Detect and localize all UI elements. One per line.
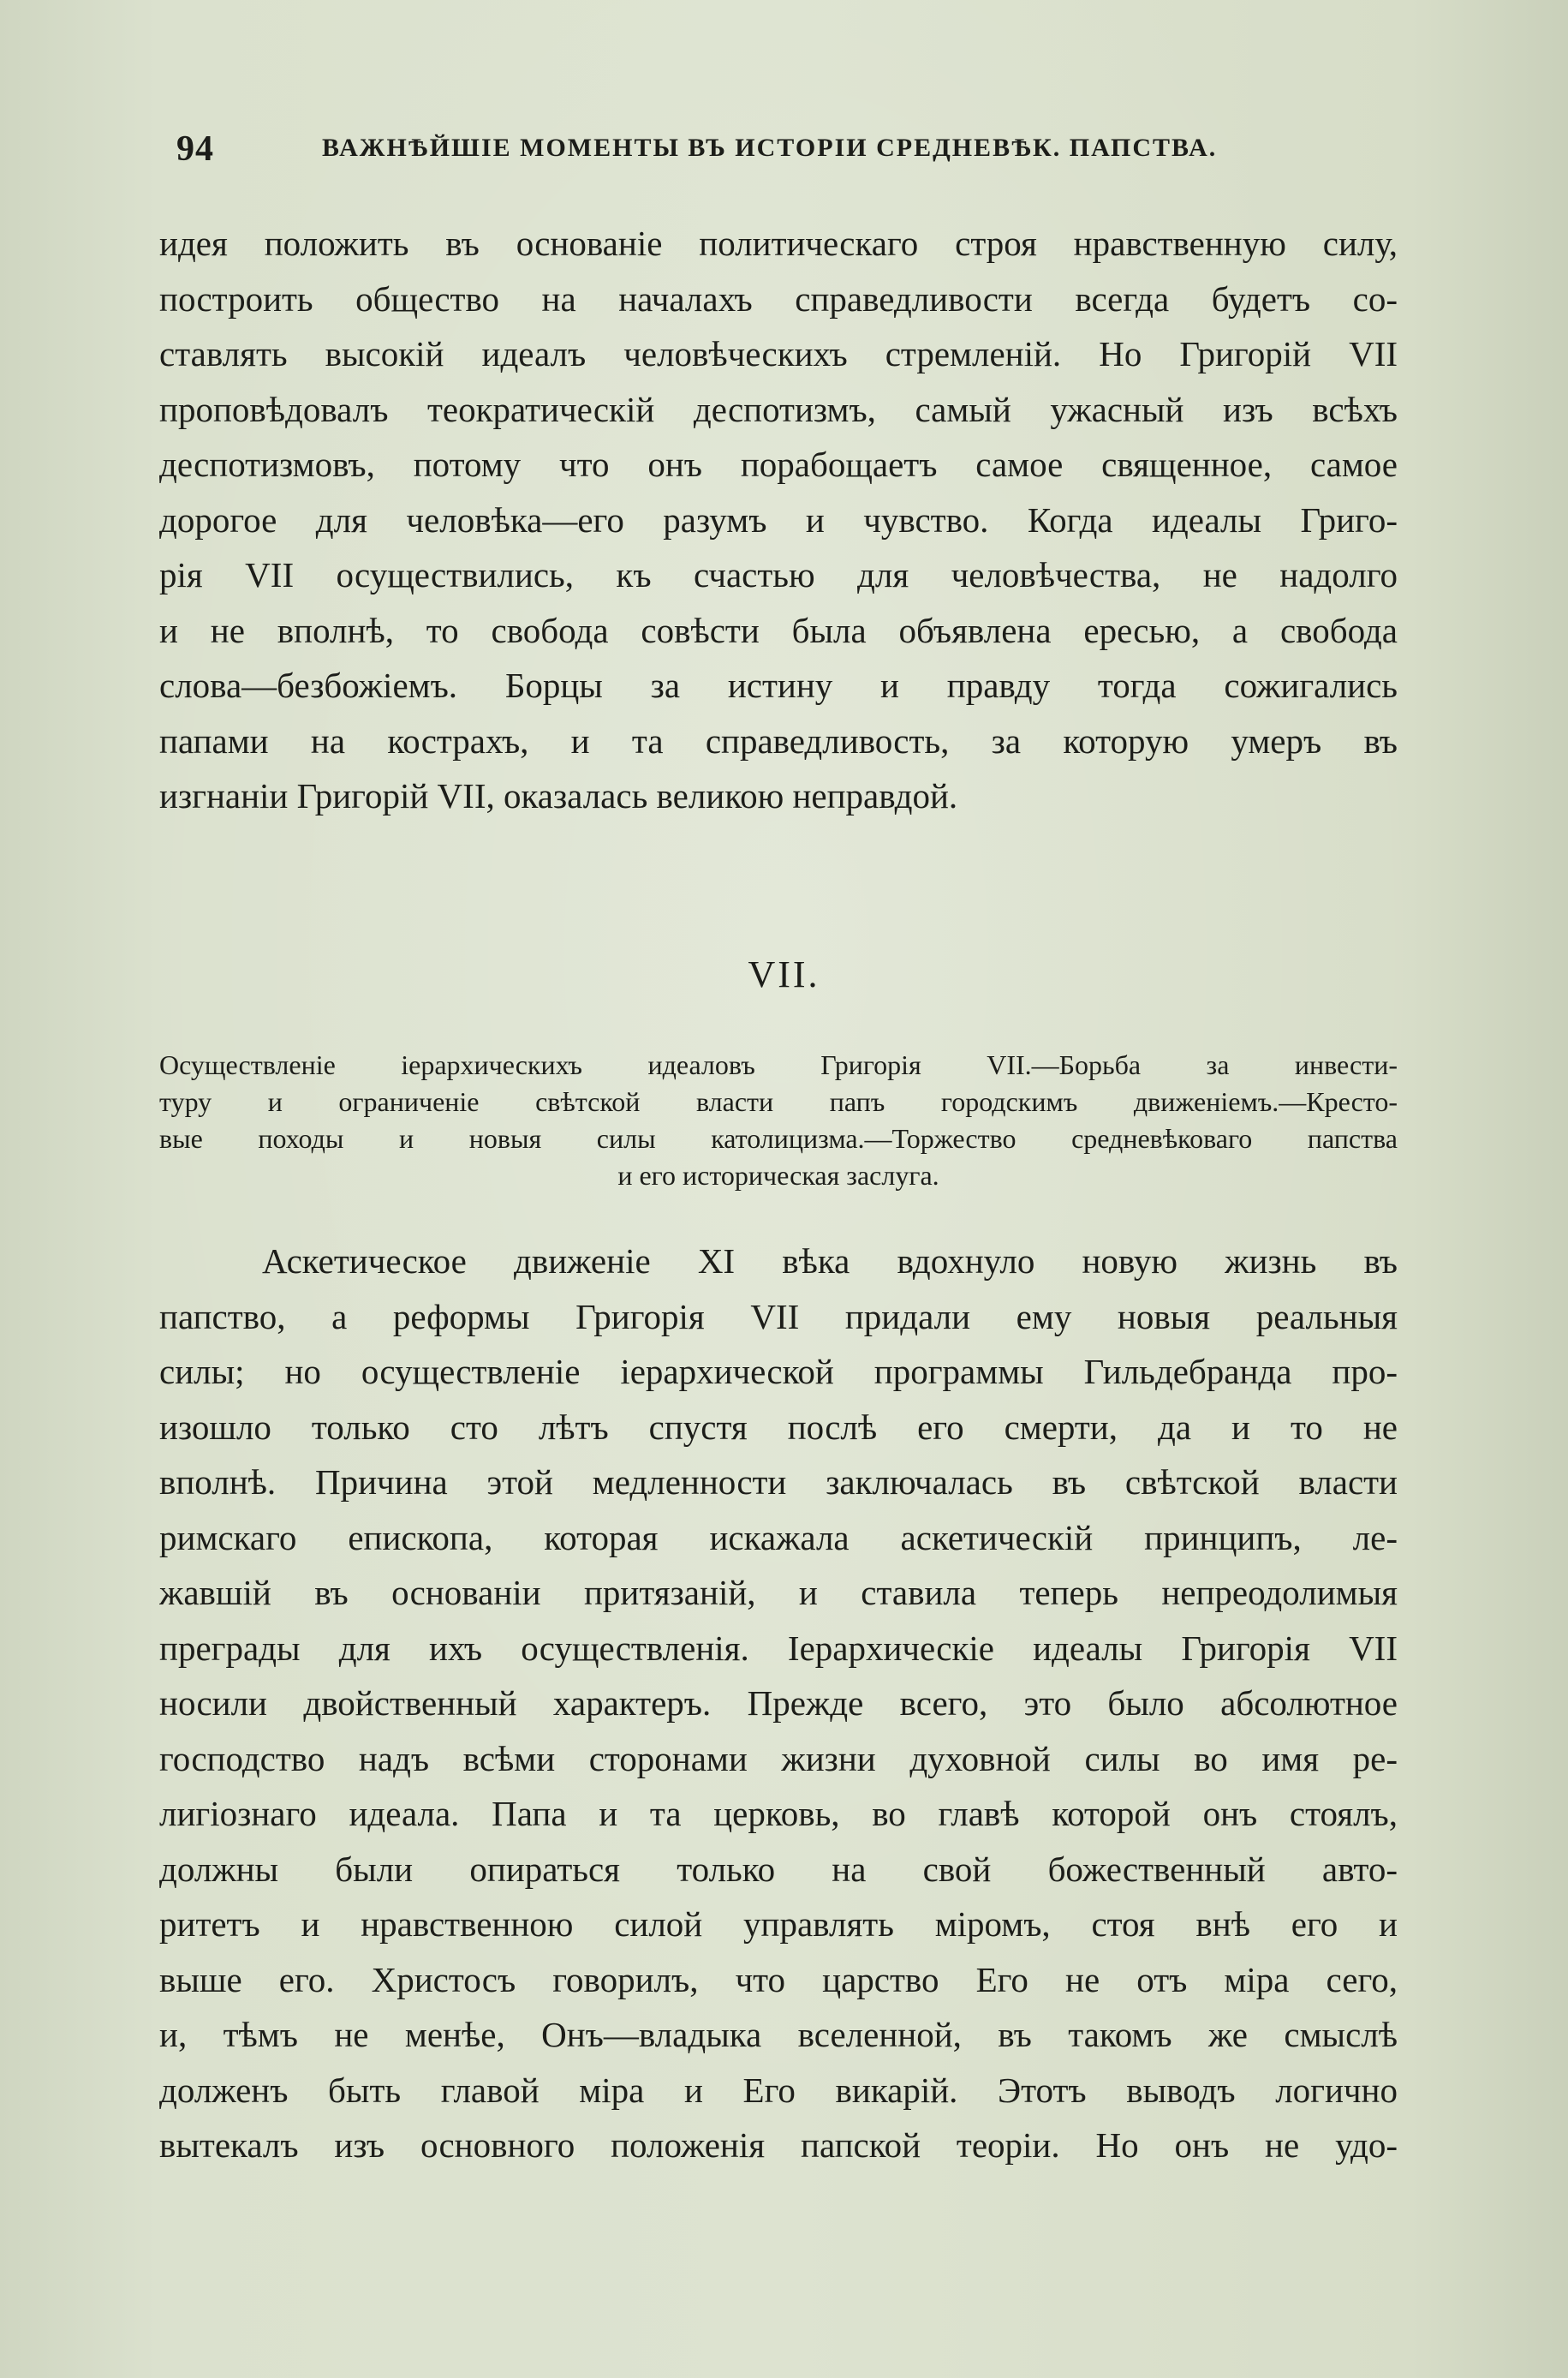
running-title: ВАЖНѢЙШІЕ МОМЕНТЫ ВЪ ИСТОРІИ СРЕДНЕВѢК. ПАПСТВА. [322, 134, 1218, 162]
page-number: 94 [176, 129, 214, 169]
text-line: изгнаніи Григорій VII, оказалась великою неправдой. [159, 776, 958, 816]
paragraph-1 [159, 216, 1398, 824]
text-line: господство надъ всѣми сторонами жизни духовной силы во имя ре- [159, 1738, 1398, 1778]
text-line: ставлять высокій идеалъ человѣческихъ стремленій. Но Григорій VII [159, 334, 1398, 373]
text-line: силы; но осуществленіе іерархической программы Гильдебранда про- [159, 1352, 1398, 1391]
text-line: и не вполнѣ, то свобода совѣсти была объявлена ересью, а свобода [159, 610, 1398, 650]
summary-line: туру и ограниченіе свѣтской власти папъ городскимъ движеніемъ.—Кресто- [159, 1086, 1398, 1117]
text-line: идея положить въ основаніе политическаго строя нравственную силу, [159, 224, 1398, 263]
summary-line: Осуществленіе іерархическихъ идеаловъ Григорія VII.—Борьба за инвести- [159, 1049, 1398, 1080]
text-line: ритетъ и нравственною силой управлять міромъ, стоя внѣ его и [159, 1904, 1398, 1944]
text-line: деспотизмовъ, потому что онъ порабощаетъ самое священное, самое [159, 445, 1398, 484]
text-line: жавшій въ основаніи притязаній, и ставила теперь непреодолимыя [159, 1573, 1398, 1612]
text-line: папство, а реформы Григорія VII придали ему новыя реальныя [159, 1296, 1398, 1336]
summary-line: вые походы и новыя силы католицизма.—Торжество средневѣковаго папства [159, 1123, 1398, 1154]
text-line: долженъ быть главой міра и Его викарій. Этотъ выводъ логично [159, 2070, 1398, 2110]
text-line: изошло только сто лѣтъ спустя послѣ его смерти, да и то не [159, 1407, 1398, 1447]
summary-line: и его историческая заслуга. [617, 1160, 939, 1191]
text-line: Аскетическое движеніе XI вѣка вдохнуло новую жизнь въ [262, 1241, 1398, 1281]
text-line: и, тѣмъ не менѣе, Онъ—владыка вселенной, въ такомъ же смыслѣ [159, 2015, 1398, 2054]
text-line: слова—безбожіемъ. Борцы за истину и правду тогда сожигались [159, 666, 1398, 705]
text-line: дорогое для человѣка—его разумъ и чувство. Когда идеалы Григо- [159, 499, 1398, 540]
text-line: носили двойственный характеръ. Прежде всего, это было абсолютное [159, 1683, 1398, 1723]
section-summary [159, 1047, 1398, 1194]
text-line: преграды для ихъ осуществленія. Іерархическіе идеалы Григорія VII [159, 1628, 1398, 1668]
text-line: должны были опираться только на свой божественный авто- [159, 1849, 1398, 1889]
text-line: рія VII осуществились, къ счастью для человѣчества, не надолго [159, 555, 1398, 594]
paragraph-2 [159, 1234, 1398, 2173]
text-line: проповѣдовалъ теократическій деспотизмъ, самый ужасный изъ всѣхъ [159, 389, 1398, 429]
text-line: папами на кострахъ, и та справедливость, за которую умеръ въ [159, 720, 1398, 761]
text-line: выше его. Христосъ говорилъ, что царство Его не отъ міра сего, [159, 1959, 1398, 1999]
text-line: вполнѣ. Причина этой медленности заключалась въ свѣтской власти [159, 1462, 1398, 1502]
text-line: римскаго епископа, которая искажала аскетическій принципъ, ле- [159, 1517, 1398, 1557]
text-line: построить общество на началахъ справедливости всегда будетъ со- [159, 278, 1398, 319]
text-line: лигіознаго идеала. Папа и та церковь, во главѣ которой онъ стоялъ, [159, 1794, 1398, 1833]
section-heading: VII. [748, 953, 820, 995]
text-line: вытекалъ изъ основного положенія папской теоріи. Но онъ не удо- [159, 2125, 1398, 2165]
page-header [168, 128, 1264, 176]
